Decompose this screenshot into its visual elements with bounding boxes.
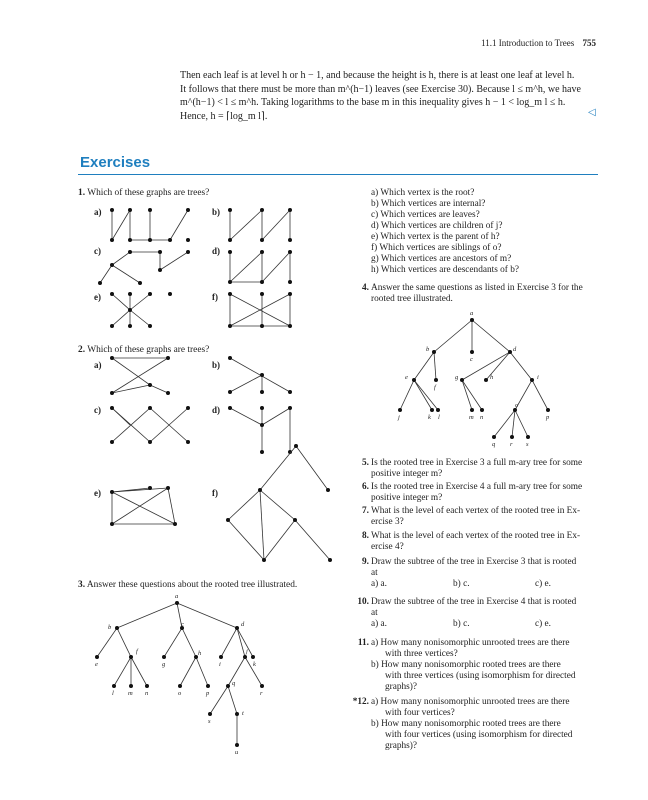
end-of-proof-mark: ◁ bbox=[588, 107, 596, 118]
vertex-label: l bbox=[112, 690, 114, 697]
question-9 bbox=[362, 557, 577, 590]
part-label: d) bbox=[212, 246, 221, 256]
question-text: ercise 4? bbox=[371, 542, 404, 552]
vertex-label: h bbox=[198, 650, 202, 657]
vertex-label: m bbox=[469, 414, 474, 421]
item-text: Which vertices are siblings of o? bbox=[379, 243, 502, 253]
part-label: f) bbox=[212, 292, 218, 302]
part-label: b) bbox=[212, 360, 221, 370]
question-10 bbox=[357, 597, 577, 630]
vertex-label: c bbox=[470, 356, 473, 363]
question-11 bbox=[357, 638, 576, 693]
question-number: 8. bbox=[362, 531, 369, 541]
question-text: positive integer m? bbox=[371, 469, 443, 479]
vertex-label: d bbox=[241, 621, 245, 628]
vertex-label: e bbox=[405, 374, 408, 381]
part-label: e) bbox=[94, 292, 101, 302]
question-text: with four vertices (using isomorphism for directed bbox=[385, 730, 573, 740]
item-label: a) bbox=[371, 188, 379, 198]
question-text: positive integer m? bbox=[371, 493, 443, 503]
vertex-label: e bbox=[95, 661, 98, 668]
question-text: with three vertices (using isomorphism for directed bbox=[385, 671, 576, 681]
question-text: ercise 3? bbox=[371, 517, 404, 527]
question-text: with four vertices? bbox=[385, 708, 455, 718]
question-5 bbox=[362, 458, 583, 480]
vertex-label: o bbox=[515, 402, 519, 409]
question-text: at bbox=[371, 608, 378, 618]
part-label: e) bbox=[94, 488, 101, 498]
vertex-label: r bbox=[260, 690, 263, 697]
vertex-label: s bbox=[208, 718, 211, 725]
question-number: 10. bbox=[357, 597, 369, 607]
question-12 bbox=[352, 697, 573, 752]
item-text: Which vertices are internal? bbox=[380, 199, 486, 209]
question-number: 6. bbox=[362, 482, 369, 492]
part-label: b) bbox=[212, 207, 221, 217]
vertex-label: i bbox=[537, 374, 539, 381]
question-text: What is the level of each vertex of the rooted tree in Ex- bbox=[371, 506, 581, 516]
vertex-label: g bbox=[162, 661, 166, 668]
vertex-label: n bbox=[480, 414, 484, 421]
item-text: Which vertices are children of j? bbox=[380, 221, 503, 231]
part-label: a) bbox=[94, 360, 102, 370]
vertex-label: i bbox=[219, 661, 221, 668]
question-text: with three vertices? bbox=[385, 649, 458, 659]
item-label: c) bbox=[371, 210, 379, 220]
item-label: b) bbox=[371, 199, 379, 209]
part-label: a) bbox=[94, 207, 102, 217]
vertex-label: l bbox=[438, 414, 440, 421]
sub-part: c) e. bbox=[535, 579, 551, 589]
vertex-label: n bbox=[145, 690, 149, 697]
section-title: 11.1 Introduction to Trees bbox=[481, 38, 575, 48]
vertex-label: j bbox=[246, 648, 248, 655]
item-text: Which vertices are ancestors of m? bbox=[380, 254, 512, 264]
vertex-label: o bbox=[178, 690, 182, 697]
question-number: 9. bbox=[362, 557, 369, 567]
question-text: rooted tree illustrated. bbox=[371, 294, 453, 304]
sub-part: a) a. bbox=[371, 579, 387, 589]
question-7 bbox=[362, 506, 581, 528]
sub-part: c) e. bbox=[535, 619, 551, 629]
question-text: Which of these graphs are trees? bbox=[87, 345, 210, 355]
vertex-label: p bbox=[206, 690, 210, 697]
item-text: Which vertex is the root? bbox=[380, 188, 475, 198]
item-text: Which vertex is the parent of h? bbox=[380, 232, 500, 242]
vertex-label: r bbox=[510, 441, 513, 448]
question-number: 1. bbox=[78, 188, 86, 198]
vertex-label: a bbox=[470, 310, 474, 317]
question-text: Draw the subtree of the tree in Exercise 3 that is rooted bbox=[371, 557, 577, 567]
question-text: Is the rooted tree in Exercise 4 a full m-ary tree for some bbox=[371, 482, 583, 492]
item-label: d) bbox=[371, 221, 379, 231]
part-label: d) bbox=[212, 405, 221, 415]
exercises-heading: Exercises bbox=[80, 154, 151, 171]
item-label: e) bbox=[371, 232, 379, 242]
vertex-label: g bbox=[455, 374, 459, 381]
page-number: 755 bbox=[582, 38, 596, 48]
question-text: b) How many nonisomorphic rooted trees are there bbox=[371, 719, 561, 729]
vertex-label: b bbox=[426, 346, 430, 353]
vertex-label: t bbox=[242, 710, 244, 717]
sub-part: b) c. bbox=[453, 619, 470, 629]
question-number: 11. bbox=[357, 638, 369, 648]
vertex-label: d bbox=[513, 346, 517, 353]
vertex-label: m bbox=[128, 690, 133, 697]
intro-line: m^(h−1) < l ≤ m^h. Taking logarithms to the base m in this inequality gives h − 1 < log_m l ≤ h. bbox=[180, 97, 566, 109]
question-number: 2. bbox=[78, 345, 86, 355]
vertex-label: q bbox=[492, 441, 496, 448]
question-number: 7. bbox=[362, 506, 369, 516]
item-label: g) bbox=[371, 254, 379, 264]
vertex-label: a bbox=[175, 593, 179, 600]
question-number: 5. bbox=[362, 458, 369, 468]
vertex-label: k bbox=[253, 661, 256, 668]
sub-part: b) c. bbox=[453, 579, 470, 589]
part-label: c) bbox=[94, 246, 101, 256]
part-label: f) bbox=[212, 488, 218, 498]
item-text: Which vertices are descendants of b? bbox=[380, 265, 520, 275]
vertex-label: b bbox=[108, 624, 112, 631]
question-text: at bbox=[371, 568, 378, 578]
intro-line: It follows that there must be more than m^(h−1) leaves (see Exercise 30). Because l ≤ m^h, we have bbox=[180, 83, 581, 95]
question-text: a) How many nonisomorphic unrooted trees are there bbox=[371, 638, 570, 648]
question-text: What is the level of each vertex of the rooted tree in Ex- bbox=[371, 531, 581, 541]
vertex-label: h bbox=[490, 374, 494, 381]
item-label: h) bbox=[371, 265, 379, 275]
question-number: *12. bbox=[352, 697, 369, 707]
sub-part: a) a. bbox=[371, 619, 387, 629]
item-text: Which vertices are leaves? bbox=[380, 210, 480, 220]
question-text: graphs)? bbox=[385, 682, 418, 692]
vertex-label: k bbox=[428, 414, 431, 421]
question-number: 4. bbox=[362, 283, 369, 293]
part-label: c) bbox=[94, 405, 101, 415]
vertex-label: j bbox=[398, 414, 400, 421]
question-text: b) How many nonisomorphic rooted trees are there bbox=[371, 660, 561, 670]
vertex-label: u bbox=[235, 749, 239, 756]
intro-line: Hence, h = ⌈log_m l⌉. bbox=[180, 110, 268, 122]
vertex-label: s bbox=[526, 441, 529, 448]
vertex-label: q bbox=[232, 680, 236, 687]
vertex-label: f bbox=[434, 384, 436, 391]
vertex-label: c bbox=[181, 621, 184, 628]
question-text: Answer these questions about the rooted tree illustrated. bbox=[86, 580, 298, 590]
question-8 bbox=[362, 531, 581, 553]
vertex-label: p bbox=[546, 414, 550, 421]
intro-line: Then each leaf is at level h or h − 1, and because the height is h, there is at least one leaf at level h. bbox=[180, 70, 575, 81]
question-text: Answer the same questions as listed in Exercise 3 for the bbox=[371, 283, 583, 293]
question-text: Draw the subtree of the tree in Exercise 4 that is rooted bbox=[371, 597, 577, 607]
item-label: f) bbox=[371, 243, 378, 253]
question-text: Is the rooted tree in Exercise 3 a full m-ary tree for some bbox=[371, 458, 583, 468]
question-text: graphs)? bbox=[385, 741, 418, 751]
question-text: a) How many nonisomorphic unrooted trees are there bbox=[371, 697, 570, 707]
question-text: Which of these graphs are trees? bbox=[87, 188, 210, 198]
vertex-label: f bbox=[136, 648, 138, 655]
question-number: 3. bbox=[78, 580, 86, 590]
question-6 bbox=[362, 482, 583, 504]
